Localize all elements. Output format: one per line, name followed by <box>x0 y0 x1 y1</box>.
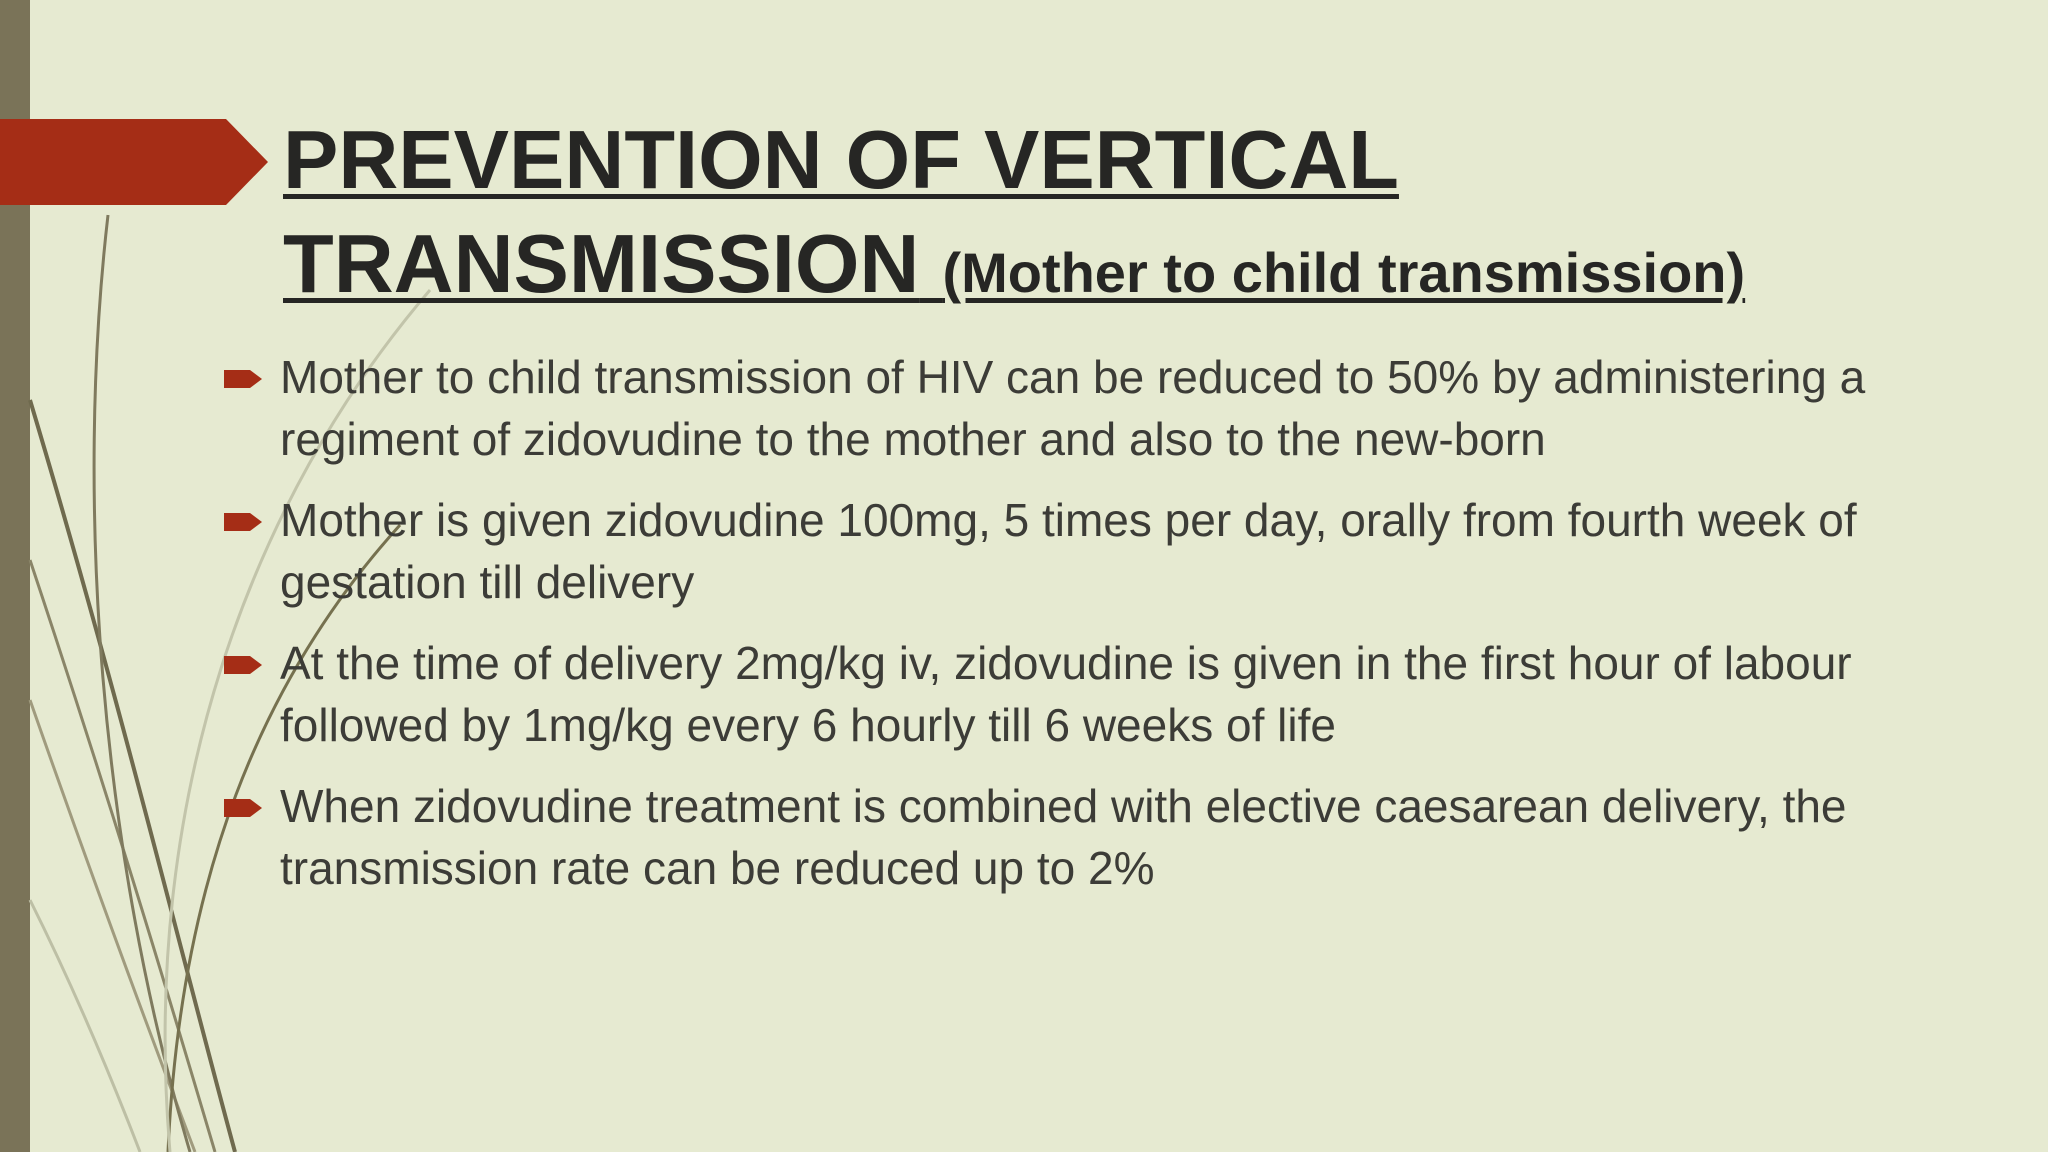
bullet-item <box>224 346 1984 470</box>
bullet-list <box>224 346 1984 918</box>
arrow-right-icon <box>224 513 262 531</box>
bullet-text: Mother to child transmission of HIV can be reduced to 50% by administering a regiment of zidovudine to the mother and also to the new-born <box>280 351 1866 465</box>
title-arrow-tab <box>0 119 268 205</box>
bullet-item <box>224 632 1984 756</box>
bullet-text: At the time of delivery 2mg/kg iv, zidovudine is given in the first hour of labour followed by 1mg/kg every 6 hourly till 6 weeks of life <box>280 637 1852 751</box>
bullet-item <box>224 489 1984 613</box>
arrow-right-icon <box>224 370 262 388</box>
title-main: PREVENTION OF VERTICAL TRANSMISSION <box>283 113 1399 310</box>
arrow-right-icon <box>224 799 262 817</box>
bullet-text: When zidovudine treatment is combined with elective caesarean delivery, the transmission rate can be reduced up to 2% <box>280 780 1847 894</box>
slide-title <box>283 108 1983 325</box>
title-subtitle: (Mother to child transmission) <box>942 241 1746 304</box>
bullet-item <box>224 775 1984 899</box>
bullet-text: Mother is given zidovudine 100mg, 5 times per day, orally from fourth week of gestation till delivery <box>280 494 1857 608</box>
arrow-right-icon <box>224 656 262 674</box>
